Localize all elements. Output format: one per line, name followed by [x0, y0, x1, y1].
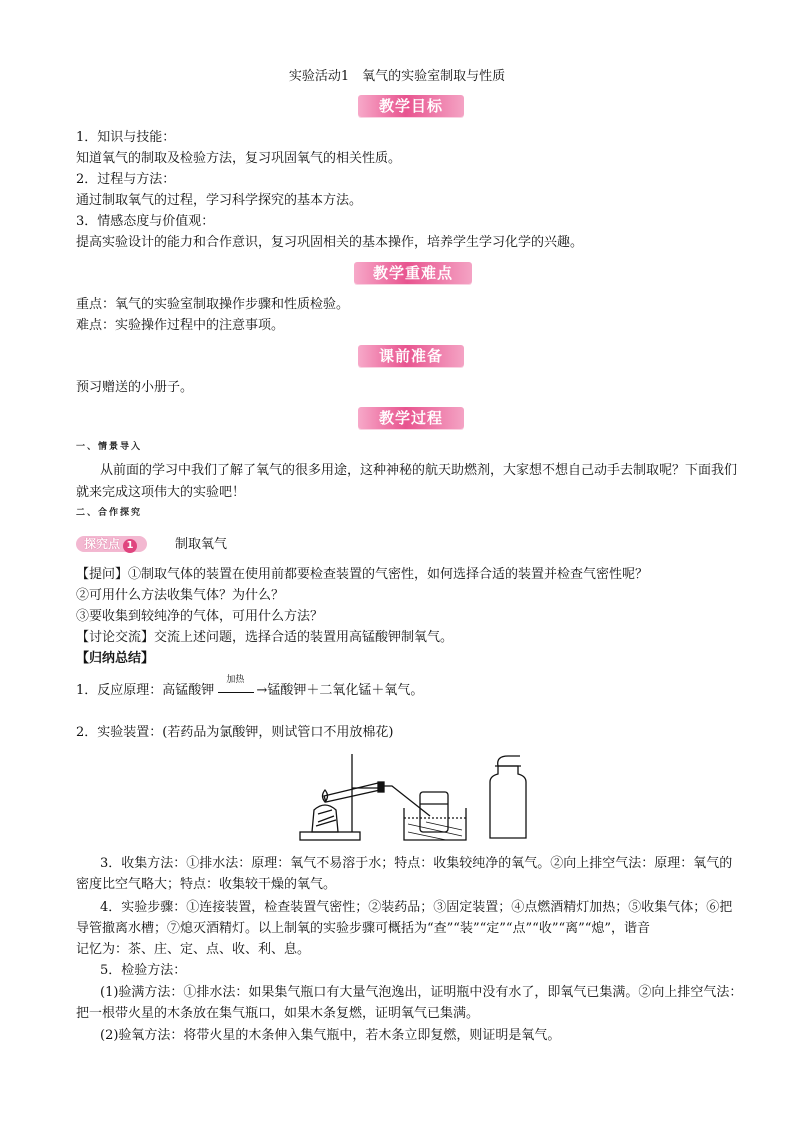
objective-heading-2: 2．过程与方法： [76, 172, 176, 187]
water-hatching [408, 822, 462, 840]
objective-text-2: 通过制取氧气的过程，学习科学探究的基本方法。 [76, 193, 363, 208]
question-1: 【提问】①制取气体的装置在使用前都要检查装置的气密性，如何选择合适的装置并检查气密性呢？ [76, 567, 649, 582]
gas-bottle-tube [498, 756, 520, 766]
iron-stand-base [300, 832, 360, 840]
gas-bottle [490, 766, 526, 838]
probe-title: 制取氧气 [175, 537, 228, 552]
page-title: 实验活动1 氧气的实验室制取与性质 [288, 69, 506, 84]
steps-line-1: 4．实验步骤：①连接装置，检查装置气密性；②装药品；③固定装置；④点燃酒精灯加热；⑤收集气体；⑥把 [100, 900, 733, 915]
objective-text-1: 知道氧气的制取及检验方法，复习巩固氧气的相关性质。 [76, 151, 402, 166]
apparatus-diagram [296, 752, 536, 844]
question-3: ③要收集到较纯净的气体，可用什么方法？ [76, 609, 324, 624]
section-heading-intro: 一、情景导入 [76, 442, 143, 452]
apparatus-caption: 2．实验装置：(若药品为氯酸钾，则试管口不用放棉花) [76, 725, 394, 740]
full-check-line-2: 把一根带火星的木条放在集气瓶口，如果木条复燃，证明氧气已集满。 [76, 1006, 480, 1021]
reaction-condition-arrow [218, 674, 256, 698]
intro-line-1: 从前面的学习中我们了解了氧气的很多用途，这种神秘的航天助燃剂，大家想不想自己动手去制取呢？下面我们 [100, 463, 738, 478]
probe-label: 探究点 [84, 537, 121, 551]
oxygen-test: (2)验氧方法：将带火星的木条伸入集气瓶中，若木条立即复燃，则证明是氧气。 [100, 1028, 561, 1043]
discussion: 【讨论交流】交流上述问题，选择合适的装置用高锰酸钾制氧气。 [76, 630, 454, 645]
badge-objectives: 教学目标 [358, 95, 464, 117]
reaction-principle [76, 674, 424, 701]
section-heading-cooperation: 二、合作探究 [76, 508, 143, 518]
alcohol-lamp [312, 805, 338, 832]
badge-key-points: 教学重难点 [354, 262, 472, 284]
delivery-tube [384, 786, 430, 816]
full-check-line-1: (1)验满方法：①排水法：如果集气瓶口有大量气泡逸出，证明瓶中没有水了，即氧气已集满。②向上排空气法： [100, 985, 743, 1000]
objective-heading-3: 3．情感态度与价值观： [76, 214, 215, 229]
preparation-text: 预习赠送的小册子。 [76, 380, 194, 395]
question-2: ②可用什么方法收集气体？为什么？ [76, 588, 285, 603]
condition-line [218, 692, 254, 693]
probe-badge [76, 536, 147, 552]
summary-heading: 【归纳总结】 [76, 651, 155, 666]
badge-process: 教学过程 [358, 407, 464, 429]
reaction-condition: 加热 [226, 674, 245, 685]
reaction-products: →锰酸钾＋二氧化锰＋氧气。 [256, 683, 424, 698]
key-point-focus: 重点：氧气的实验室制取操作步骤和性质检验。 [76, 297, 350, 312]
steps-line-2: 导管撤离水槽；⑦熄灭酒精灯。以上制氧的实验步骤可概括为“查”“装”“定”“点”“收”“离”“熄”，谐音 [76, 921, 651, 936]
test-method-heading: 5．检验方法： [100, 963, 187, 978]
collection-line-1: 3．收集方法：①排水法：原理：氧气不易溶于水；特点：收集较纯净的氧气。②向上排空气法：原理：氧气的 [100, 856, 733, 871]
rubber-stopper [378, 782, 384, 792]
objective-heading-1: 1．知识与技能： [76, 130, 176, 145]
key-point-difficulty: 难点：实验操作过程中的注意事项。 [76, 318, 285, 333]
reaction-reactant: 1．反应原理：高锰酸钾 [76, 683, 215, 698]
intro-line-2: 就来完成这项伟大的实验吧！ [76, 485, 246, 500]
badge-preparation: 课前准备 [358, 345, 464, 367]
steps-line-3: 记忆为：茶、庄、定、点、收、利、息。 [76, 942, 311, 957]
probe-number: 1 [123, 539, 137, 553]
objective-text-3: 提高实验设计的能力和合作意识，复习巩固相关的基本操作，培养学生学习化学的兴趣。 [76, 235, 584, 250]
lamp-hatching [316, 810, 336, 826]
collection-line-2: 密度比空气略大；特点：收集较干燥的氧气。 [76, 877, 337, 892]
